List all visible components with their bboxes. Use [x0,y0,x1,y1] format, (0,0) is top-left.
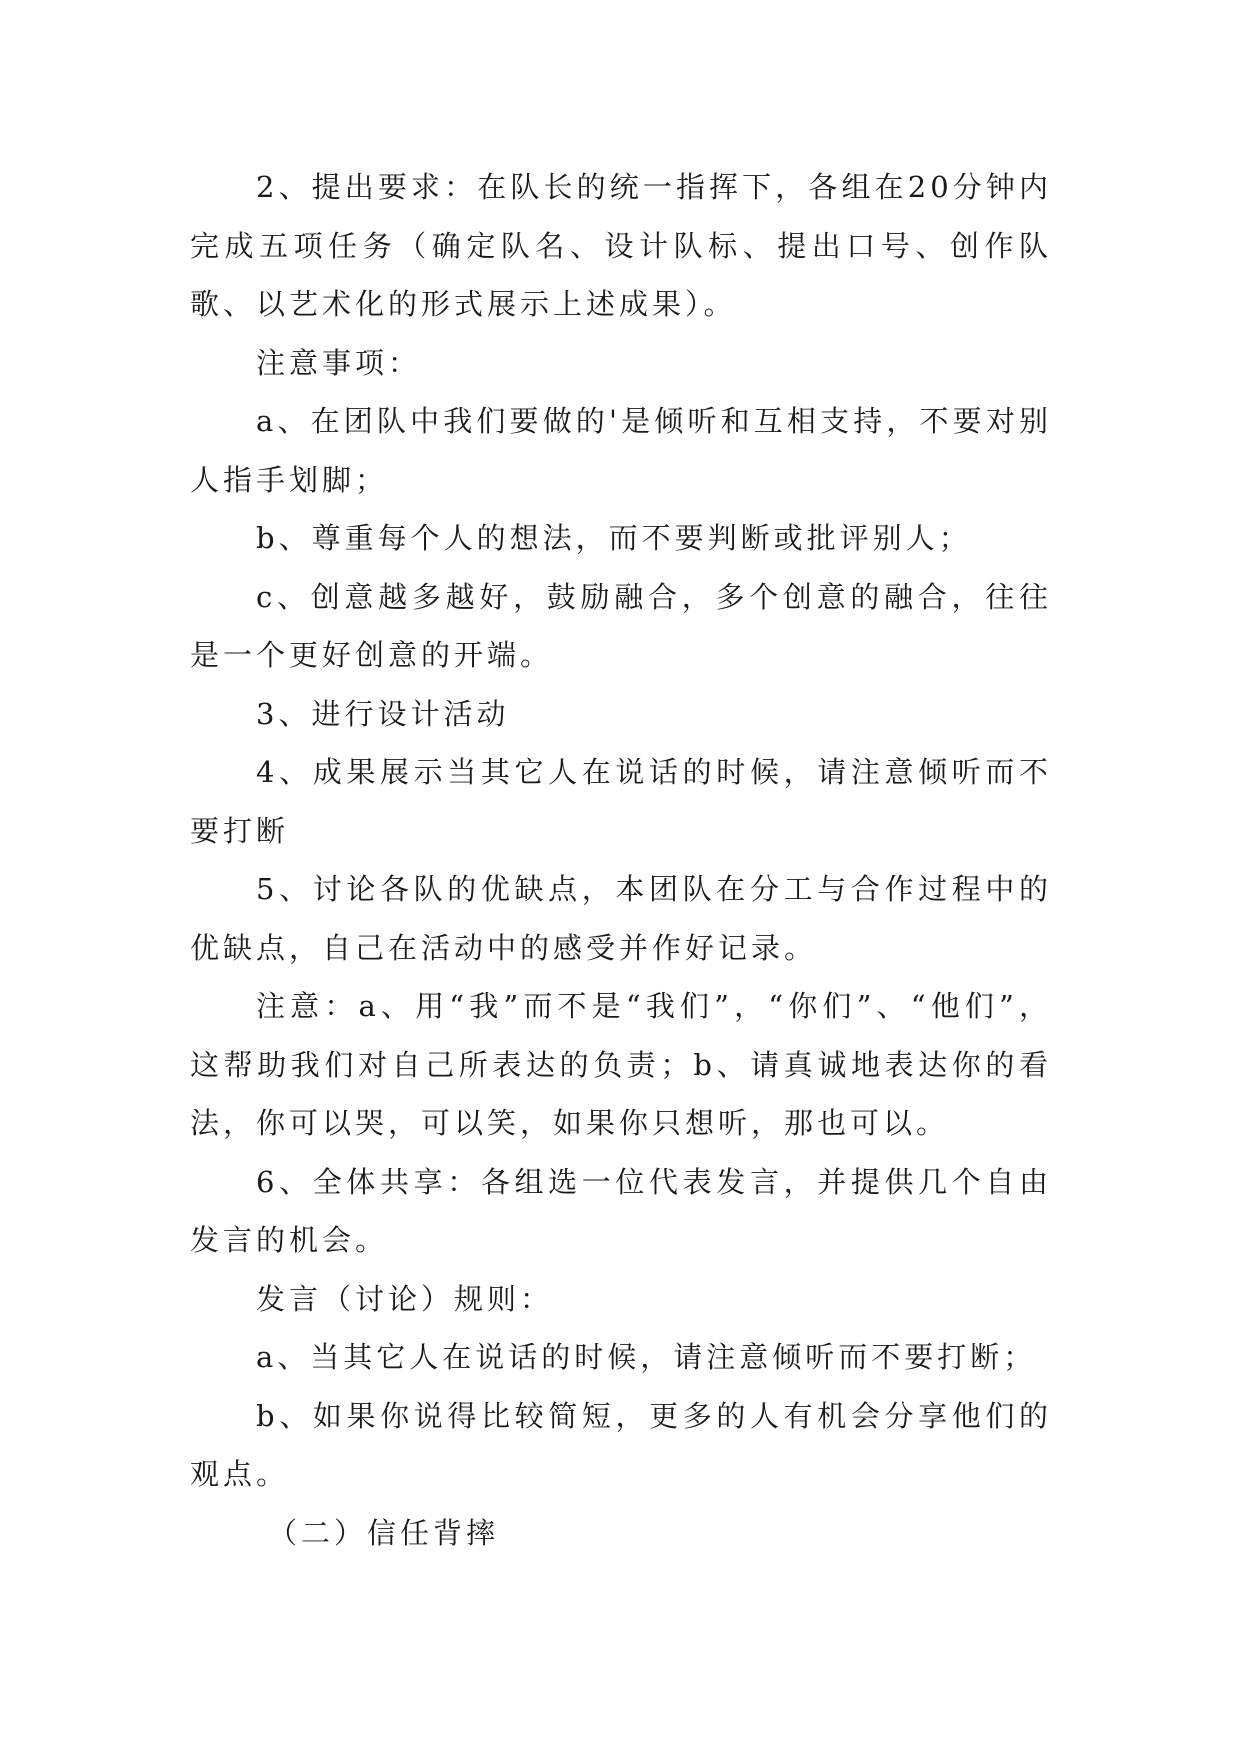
paragraph-step-6: 6、全体共享：各组选一位代表发言，并提供几个自由发言的机会。 [190,1164,1052,1257]
paragraph-step-2: 2、提出要求：在队长的统一指挥下，各组在20分钟内完成五项任务（确定队名、设计队标、提出口号、创作队歌、以艺术化的形式展示上述成果）。 [190,170,1052,321]
paragraph-attention: 注意：a、用“我”而不是“我们”，“你们”、“他们”，这帮助我们对自己所表达的负责；b、请真诚地表达你的看法，你可以哭，可以笑，如果你只想听，那也可以。 [190,989,1052,1140]
paragraph-rules-heading: 发言（讨论）规则： [256,1281,554,1316]
paragraph-step-5: 5、讨论各队的优缺点，本团队在分工与合作过程中的优缺点，自己在活动中的感受并作好记录。 [190,872,1052,965]
paragraph-rule-a: a、当其它人在说话的时候，请注意倾听而不要打断； [256,1340,1037,1374]
paragraph-step-3: 3、进行设计活动 [256,696,510,731]
paragraph-notes-heading: 注意事项： [256,345,422,380]
paragraph-note-b: b、尊重每个人的想法，而不要判断或批评别人； [256,521,972,555]
paragraph-note-a: a、在团队中我们要做的'是倾听和互相支持，不要对别人指手划脚； [190,404,1052,497]
paragraph-note-c: c、创意越多越好，鼓励融合，多个创意的融合，往往是一个更好创意的开端。 [190,579,1052,672]
paragraph-rule-b: b、如果你说得比较简短，更多的人有机会分享他们的观点。 [190,1398,1052,1491]
section-heading-trust-fall: （二）信任背摔 [268,1515,500,1550]
document-page [190,158,1052,1562]
paragraph-step-4: 4、成果展示当其它人在说话的时候，请注意倾听而不要打断 [190,755,1052,848]
